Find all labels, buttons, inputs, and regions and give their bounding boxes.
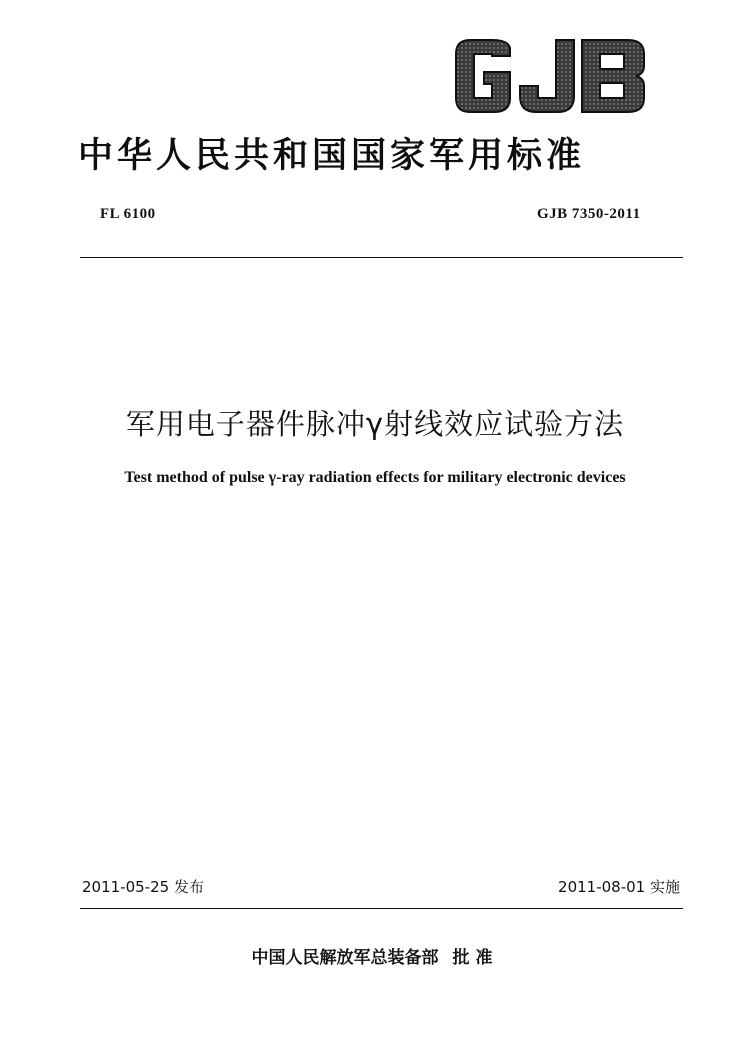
implementation-date: 2011-08-01 实施 bbox=[558, 878, 680, 896]
gjb-logo bbox=[452, 38, 648, 114]
bottom-divider bbox=[80, 908, 683, 909]
issuer-name: 中国人民解放军总装备部 bbox=[251, 948, 439, 968]
main-title: 中华人民共和国国家军用标准 bbox=[78, 135, 586, 176]
classification-code: FL 6100 bbox=[100, 206, 156, 222]
document-title-en: Test method of pulse γ-ray radiation effects for military electronic devices bbox=[124, 469, 626, 486]
top-divider bbox=[80, 257, 683, 258]
gjb-logo-graphic bbox=[452, 38, 648, 114]
issue-date: 2011-05-25 发布 bbox=[82, 878, 204, 896]
issuer-line bbox=[0, 943, 750, 968]
standard-number: GJB 7350-2011 bbox=[537, 206, 641, 222]
approval-label: 批准 bbox=[452, 948, 499, 968]
document-title-zh: 军用电子器件脉冲γ射线效应试验方法 bbox=[125, 407, 625, 441]
